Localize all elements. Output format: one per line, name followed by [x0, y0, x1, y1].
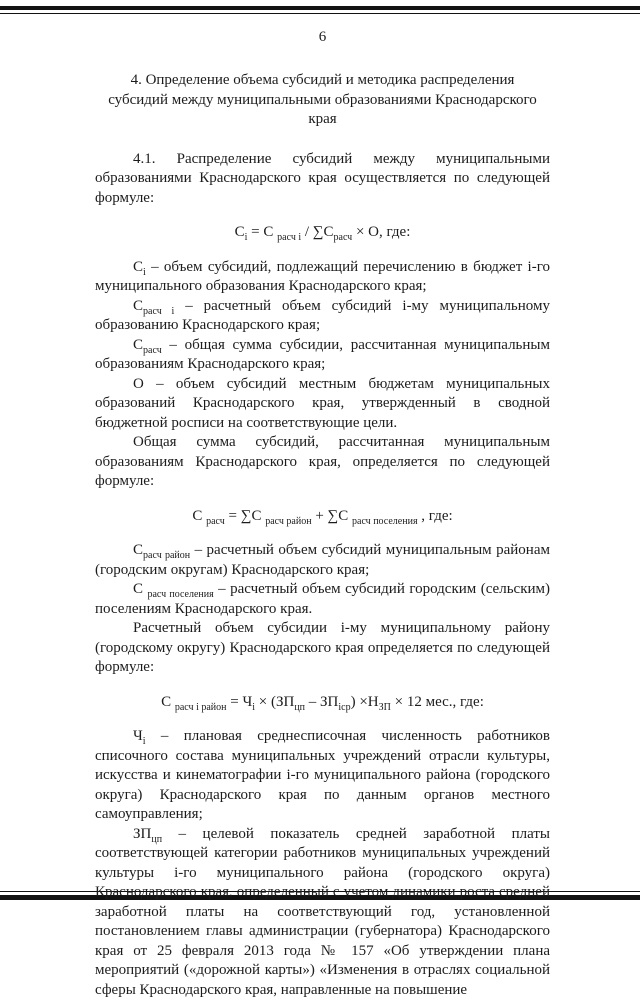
text-run: – целевой показатель средней заработной платы соответствующей категории работников муниципальных учреждений культуры i-го муниципального района (городского округа) Краснодарского края, определенный с учетом динамики роста средней заработной платы на соответствующий год, установленной постановлением главы администрации (губернатора) Краснодарского края от 25 февраля 2013 года № 157 «Об утверждении плана мероприятий («дорожной карты») «Изменения в отраслях социальной сферы Краснодарского края, направленные на повышение [95, 826, 550, 998]
text-run: – расчетный объем субсидий i-му муниципальному образованию Краснодарского края; [95, 298, 550, 334]
text-run: , где: [418, 508, 453, 524]
text-run: – расчетный объем субсидий муниципальным районам (городским округам) Краснодарского края; [95, 542, 550, 578]
subscript-run: расч i [277, 232, 301, 243]
document-heading [101, 71, 544, 130]
text-run: / ∑С [301, 224, 333, 240]
text-run: – ЗП [305, 694, 338, 710]
text-run: С [235, 224, 245, 240]
subscript-run: расч i [143, 306, 174, 317]
subscript-run: расч район [265, 516, 311, 527]
subscript-run: iср [338, 702, 350, 713]
text-run: = С [247, 224, 277, 240]
subscript-run: i [245, 232, 248, 243]
subscript-run: цп [151, 834, 162, 845]
subscript-run: расч [334, 232, 353, 243]
text-run: = ∑С [225, 508, 265, 524]
subscript-run: ЗП [379, 702, 391, 713]
text-run: ЗП [133, 826, 151, 842]
text-run: × 12 мес., где: [391, 694, 484, 710]
text-run: 4.1. Распределение субсидий между муниципальными образованиями Краснодарского края осуществляется по следующей формуле: [95, 151, 550, 206]
subscript-run: расч [206, 516, 225, 527]
text-run: 4. Определение объема субсидий и методика распределения субсидий между муниципальными образованиями Краснодарского края [108, 72, 537, 127]
subscript-run: i [143, 267, 146, 278]
text-run: С [133, 259, 143, 275]
text-run: С [133, 298, 143, 314]
paragraph [95, 580, 550, 619]
text-run: – общая сумма субсидии, рассчитанная муниципальным образованиям Краснодарского края; [95, 337, 550, 373]
formula-line [95, 223, 550, 243]
text-run: = Ч [227, 694, 253, 710]
document-page [95, 28, 550, 1000]
text-run: С [133, 542, 143, 558]
paragraph [95, 433, 550, 492]
subscript-run: i [252, 702, 255, 713]
paragraph [95, 336, 550, 375]
text-run: × О, где: [352, 224, 410, 240]
paragraph [95, 541, 550, 580]
text-run: С [133, 337, 143, 353]
text-run: О – объем субсидий местным бюджетам муниципальных образований Краснодарского края, утвержденный в сводной бюджетной росписи на соответствующие цели. [95, 376, 550, 431]
text-run: С [192, 508, 206, 524]
text-run: + ∑С [312, 508, 352, 524]
text-run: Ч [133, 728, 143, 744]
paragraph [95, 258, 550, 297]
text-run: – объем субсидий, подлежащий перечислению в бюджет i-го муниципального образования Краснодарского края; [95, 259, 550, 295]
text-run: × (ЗП [255, 694, 294, 710]
document-body [95, 71, 550, 1000]
subscript-run: расч i район [175, 702, 227, 713]
subscript-run: расч поселения [352, 516, 418, 527]
paragraph [95, 727, 550, 825]
subscript-run: расч [143, 345, 162, 356]
text-run: – расчетный объем субсидий городским (сельским) поселениям Краснодарского края. [95, 581, 550, 617]
paragraph [95, 375, 550, 434]
subscript-run: i [143, 736, 146, 747]
text-run: С [133, 581, 147, 597]
subscript-run: цп [294, 702, 305, 713]
text-run: С [161, 694, 175, 710]
text-run: Расчетный объем субсидии i-му муниципальному району (городскому округу) Краснодарского края определяется по следующей формуле: [95, 620, 550, 675]
paragraph [95, 150, 550, 209]
formula-line [95, 693, 550, 713]
page-number: 6 [95, 28, 550, 47]
text-run: ) ×Н [351, 694, 379, 710]
paragraph [95, 297, 550, 336]
formula-line [95, 507, 550, 527]
page-frame-top [0, 6, 640, 14]
text-run: Общая сумма субсидий, рассчитанная муниципальным образованиям Краснодарского края, определяется по следующей формуле: [95, 434, 550, 489]
subscript-run: расч район [143, 550, 190, 561]
paragraph [95, 825, 550, 1000]
subscript-run: расч поселения [147, 589, 213, 600]
paragraph [95, 619, 550, 678]
text-run: – плановая среднесписочная численность работников списочного состава муниципальных учреждений отрасли культуры, искусства и кинематографии i-го муниципального района (городского округа) Краснодарского края по данным органов местного самоуправления; [95, 728, 550, 822]
